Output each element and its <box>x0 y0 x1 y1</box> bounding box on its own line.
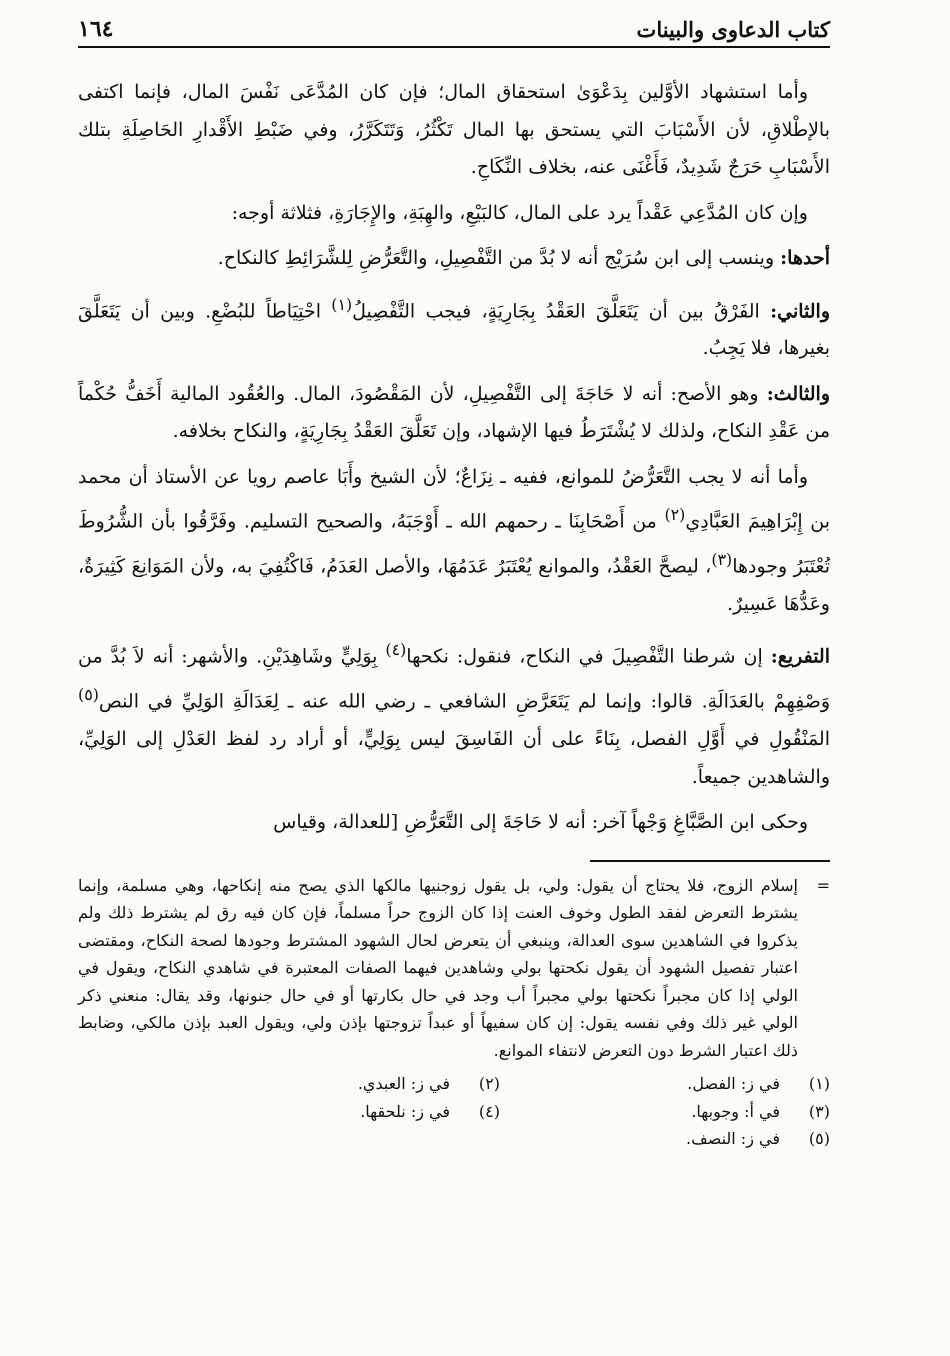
paragraph-3-label: أحدها: <box>780 247 830 269</box>
footnote-number: (٤) <box>478 1101 500 1121</box>
footnote-item <box>170 1070 500 1098</box>
continuation-text: إسلام الزوج، فلا يحتاج أن يقول: ولي، بل يقول زوجنيها مالكها الذي يصح منه إنكاحها، وهي مسلمة، وإنما يشترط التعرض لفقد الطول وخوف العنت إذا كان الزوج حراً مسلماً، فإن كان فيه رق لم يشترط ذلك ولم يذكروا في الشاهدين سوى العدالة، وينبغي أن يتعرض لحال الشهود المشترط وجودها لصحة النكاح، ومقتضى اعتبار تفصيل الشهود أن يقول نكحتها بولي وشاهدين فيهما الصفات المعتبرة في شاهدي النكاح، ويقول في الولي إذا كان مجبراً نكحتها بولي مجبراً أب وجد في حال بكارتها أو في حال جنونها، وقد يقال: منعني ذكر الولي غير ذلك وفي نفسه يقول: إن كان سفيهاً أو عبداً تزوجتها بإذن ولي، ويقول العبد بإذن مالكي، وضابط ذلك اعتبار الشرط دون التعرض لانتفاء الموانع. <box>78 875 799 1060</box>
paragraph-5-label: والثالث: <box>766 382 830 405</box>
paragraph-1: وأما استشهاد الأوَّلين بِدَعْوَىٰ استحقاق المال؛ فإن كان المُدَّعَى نَفْسَ المال، فإنما اكتفى بالإطْلاقِ، لأن الأَسْبَابَ التي يستحق بها المال تَكْثُرُ، وَتَتَكَرَّرُ، وفي ضَبْطِ الأَقْدارِ الحَاصِلَةِ بتلك الأَسْبَابِ حَرَجٌ شَدِيدٌ، فَأَغْنَى عنه، بخلاف النِّكَاحِ. <box>78 81 830 178</box>
running-header <box>78 10 830 42</box>
footnote-ref-2: (٢) <box>664 505 686 525</box>
footnote-text: في أ: وجوبها. <box>691 1101 780 1121</box>
footnote-item <box>500 1098 830 1126</box>
footnote-text: في ز: الفصل. <box>687 1074 780 1094</box>
paragraph-4-text-b: احْتِيَاطاً للبُضْعِ. وبين أن يَتَعَلَّقَ بغيرها، فلا يَجِبُ. <box>78 299 830 360</box>
paragraph-7-label: التفريع: <box>770 645 830 668</box>
header-rule <box>78 46 830 48</box>
paragraph-3 <box>78 240 830 278</box>
footnote-text: في ز: نلحقها. <box>360 1101 450 1121</box>
continuation-marker: = <box>816 875 830 895</box>
paragraph-4 <box>78 286 830 368</box>
paragraph-4-label: والثاني: <box>770 299 830 322</box>
footnote-number: (١) <box>808 1074 830 1094</box>
footnote-text: في ز: العبدي. <box>357 1074 450 1094</box>
footnote-item <box>500 1070 830 1098</box>
book-page <box>78 10 830 1153</box>
paragraph-3-text: وينسب إلى ابن سُرَيْج أنه لا بُدَّ من التَّفْصِيلِ، والتَّعَرُّضِ لِلشَّرَائِطِ كالنكاح. <box>217 247 775 269</box>
footnote-number: (٣) <box>808 1101 830 1121</box>
paragraph-4-text-a: الفَرْقُ بين أن يَتَعَلَّقَ العَقْدُ بِجَارِيَةٍ، فيجب التَّفْصِيلُ <box>352 299 760 322</box>
paragraph-7-text-c: المَنْقُولِ في أَوَّلِ الفصل، بِنَاءً على أن الفَاسِقَ ليس بِوَلِيٍّ، أو أراد رد لفظ العَدْلِ إلى الوَلِيِّ، والشاهدين جميعاً. <box>78 728 830 788</box>
footnote-separator <box>590 860 830 862</box>
book-title: كتاب الدعاوى والبينات <box>636 17 830 42</box>
footnote-ref-1: (١) <box>331 294 353 314</box>
paragraph-5-text: وهو الأصح: أنه لا حَاجَةَ إلى التَّفْصِيلِ، لأن المَقْصُودَ، المال. والعُقُود المالية أَخَفُّ حُكْماً من عَقْدِ النكاح، ولذلك لا يُشْتَرَطُ فيها الإشهاد، وإن تَعَلَّقَ العَقْدُ بِجَارِيَةٍ، والنكاح بخلافه. <box>78 382 830 443</box>
page-number: ١٦٤ <box>78 16 114 42</box>
paragraph-6-text-a: وأما أنه لا يجب التَّعَرُّضُ للموانع، ففيه ـ نِزَاعٌ؛ لأن الشيخ وأَبَا عاصم رويا عن الأستاذ أن محمد بن إِبْرَاهِيمَ العَبَّادِي <box>78 465 830 533</box>
footnote-text: في ز: النصف. <box>686 1129 780 1149</box>
footnote-list <box>78 1070 830 1153</box>
footnote-ref-4: (٤) <box>385 640 407 660</box>
footnote-continuation <box>78 872 830 1065</box>
main-text <box>78 74 830 842</box>
footnote-number: (٢) <box>478 1074 500 1094</box>
paragraph-6-text-c: ، ليصحَّ العَقْدُ، والموانع يُعْتَبَرُ عَدَمُهَا، والأصل العَدَمُ، فَاكْتُفِيَ به، ولأن المَوَانِعَ كَثِيرَةٌ، وعَدُّهَا عَسِيرٌ. <box>78 555 830 615</box>
paragraph-2: وإن كان المُدَّعِي عَقْداً يرد على المال، كالبَيْعِ، والهِبَةِ، والإِجَارَةِ، فثلاثة أوجه: <box>231 201 808 224</box>
paragraph-7 <box>78 631 830 796</box>
footnote-ref-3: (٣) <box>711 550 733 570</box>
footnote-ref-5: (٥) <box>78 685 99 705</box>
paragraph-6-text-b: من أَصْحَابِنَا ـ رحمهم الله ـ أَوْجَبَهُ، والصحيح التسليم. وفَرَّقُوا بأن الشُّرُوطَ تُعْتَبَرُ وجودها <box>78 510 830 578</box>
footnote-item <box>170 1098 500 1126</box>
paragraph-7-text-a: إن شرطنا التَّفْصِيلَ في النكاح، فنقول: نكحها <box>406 645 763 668</box>
paragraph-6 <box>78 459 830 624</box>
footnotes <box>78 872 830 1153</box>
footnote-item <box>500 1125 830 1153</box>
footnote-number: (٥) <box>808 1129 830 1149</box>
paragraph-5 <box>78 376 830 451</box>
paragraph-7-text-b: بِوَلِيٍّ وشَاهِدَيْنِ. والأشهر: أنه لاَ بُدَّ من وَصْفِهِمْ بالعَدَالَةِ. قالوا: وإنما لم يَتَعَرَّضِ الشافعي ـ رضي الله عنه ـ لِعَدَالَةِ الوَلِيِّ في النص <box>78 645 830 713</box>
paragraph-8: وحكى ابن الصَّبَّاغِ وَجْهاً آخر: أنه لا حَاجَةَ إلى التَّعَرُّضِ [للعدالة، وقياس <box>273 811 808 834</box>
